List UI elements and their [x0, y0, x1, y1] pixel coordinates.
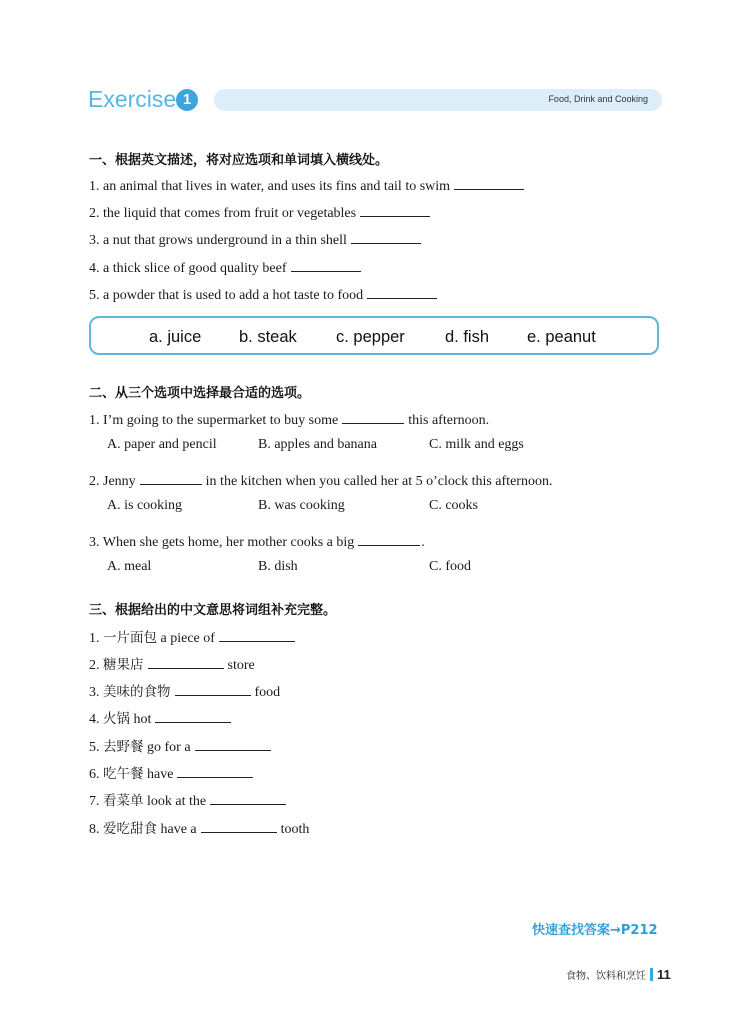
s1-item-3: 3. a nut that grows underground in a thin shell [89, 230, 421, 249]
answer-blank[interactable] [367, 285, 437, 299]
option-b[interactable]: B. apples and banana [258, 437, 377, 452]
footer-divider [650, 968, 653, 981]
word-bank-item: a. juice [149, 328, 202, 346]
header-bar [214, 89, 662, 111]
s2-question-2: 2. Jenny in the kitchen when you called her at 5 o’clock this afternoon. [89, 471, 552, 490]
s2-question-3: 3. When she gets home, her mother cooks a big . [89, 532, 425, 551]
answer-blank[interactable] [155, 709, 231, 723]
option-b[interactable]: B. was cooking [258, 498, 345, 513]
word-bank-item: d. fish [445, 328, 490, 346]
footer-chapter: 食物、饮料和烹饪 [566, 971, 646, 982]
answer-blank[interactable] [177, 764, 253, 778]
option-c[interactable]: C. milk and eggs [429, 437, 524, 452]
word-bank-item: c. pepper [336, 328, 405, 346]
option-c[interactable]: C. cooks [429, 498, 478, 513]
quick-answer-link[interactable]: 快速查找答案→P212 [532, 923, 658, 938]
answer-blank[interactable] [358, 532, 420, 546]
page-footer [566, 967, 671, 982]
word-bank-item: b. steak [239, 328, 297, 346]
s1-item-4: 4. a thick slice of good quality beef [89, 258, 361, 277]
answer-blank[interactable] [175, 682, 251, 696]
option-a[interactable]: A. paper and pencil [107, 437, 217, 452]
section2-title: 二、从三个选项中选择最合适的选项。 [89, 386, 311, 401]
s1-item-5: 5. a powder that is used to add a hot taste to food [89, 285, 437, 304]
page-number: 11 [657, 967, 671, 982]
s3-item-3: 3. 美味的食物 food [89, 684, 281, 700]
answer-blank[interactable] [140, 471, 202, 485]
exercise-title: Exercise [88, 86, 177, 112]
s3-item-8: 8. 爱吃甜食 have a tooth [89, 821, 310, 837]
s3-item-6: 6. 吃午餐 have [89, 762, 253, 783]
exercise-number-badge: 1 [176, 89, 198, 111]
s1-item-1: 1. an animal that lives in water, and uses its fins and tail to swim [89, 176, 524, 195]
option-c[interactable]: C. food [429, 559, 471, 574]
s3-item-2: 2. 糖果店 store [89, 657, 255, 673]
option-a[interactable]: A. is cooking [107, 498, 183, 513]
answer-blank[interactable] [210, 791, 286, 805]
section1-title: 一、根据英文描述，将对应选项和单词填入横线处。 [89, 153, 389, 168]
option-b[interactable]: B. dish [258, 559, 298, 574]
word-bank-box [89, 316, 659, 355]
answer-blank[interactable] [351, 230, 421, 244]
answer-blank[interactable] [195, 737, 271, 751]
s1-item-2: 2. the liquid that comes from fruit or vegetables [89, 203, 430, 222]
answer-blank[interactable] [219, 628, 295, 642]
section3-title: 三、根据给出的中文意思将词组补充完整。 [89, 603, 337, 618]
s3-item-5: 5. 去野餐 go for a [89, 735, 271, 756]
s3-item-7: 7. 看菜单 look at the [89, 789, 286, 810]
option-a[interactable]: A. meal [107, 559, 152, 574]
answer-blank[interactable] [291, 258, 361, 272]
answer-blank[interactable] [454, 176, 524, 190]
s3-item-4: 4. 火锅 hot [89, 707, 231, 728]
answer-blank[interactable] [360, 203, 430, 217]
word-bank-item: e. peanut [527, 328, 596, 346]
answer-blank[interactable] [342, 410, 404, 424]
answer-blank[interactable] [201, 819, 277, 833]
unit-subtitle: Food, Drink and Cooking [548, 94, 648, 104]
answer-blank[interactable] [148, 655, 224, 669]
s3-item-1: 1. 一片面包 a piece of [89, 626, 295, 647]
s2-question-1: 1. I’m going to the supermarket to buy some this afternoon. [89, 410, 489, 429]
